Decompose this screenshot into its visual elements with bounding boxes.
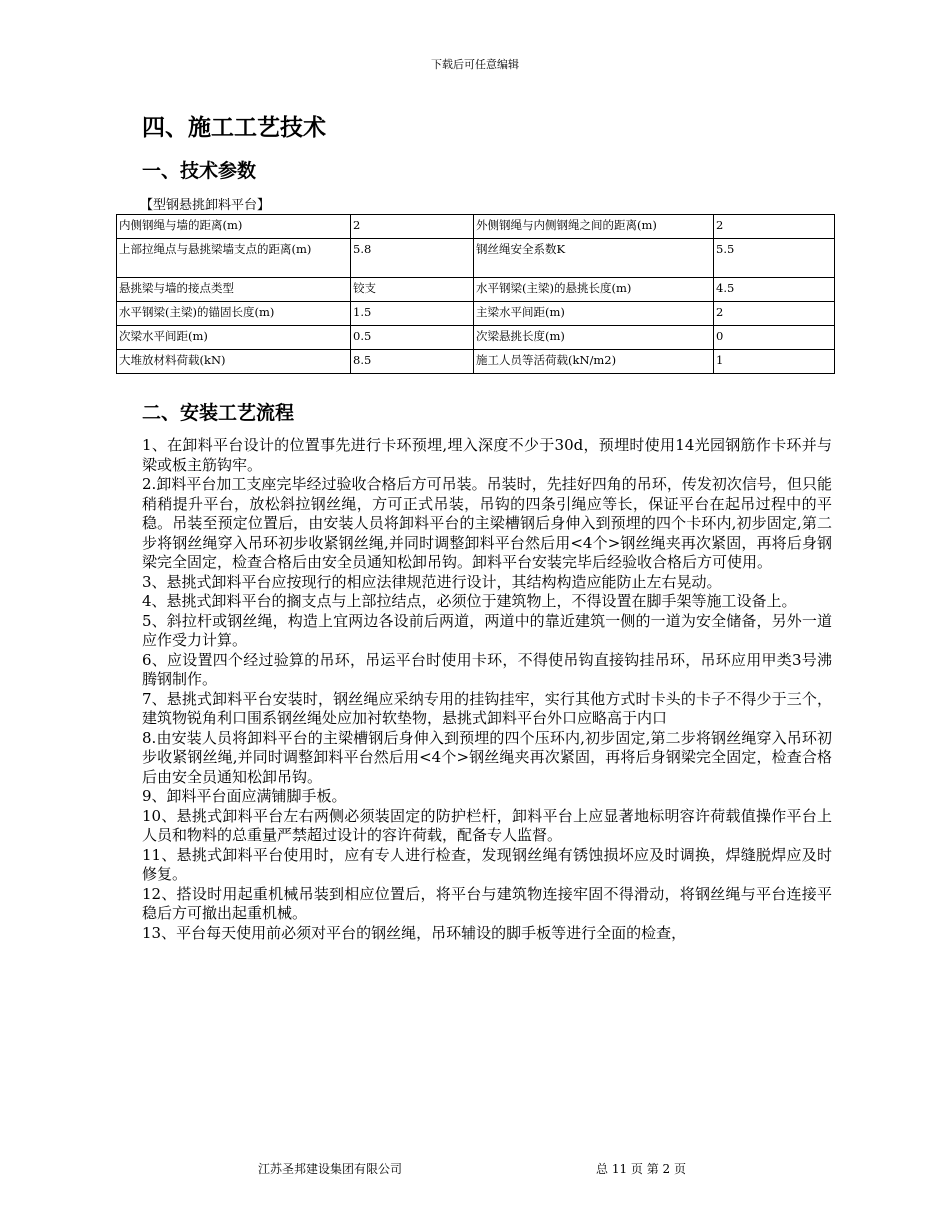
param-value: 0.5 <box>351 326 474 350</box>
param-value: 2 <box>714 215 835 239</box>
param-value: 1 <box>714 350 835 374</box>
param-value: 5.8 <box>351 239 474 278</box>
step-paragraph: 12、搭设时用起重机械吊装到相应位置后，将平台与建筑物连接牢固不得滑动，将钢丝绳与平台连接平稳后方可撤出起重机械。 <box>142 884 832 922</box>
installation-steps <box>142 436 832 943</box>
parameters-table <box>116 214 835 374</box>
param-value: 4.5 <box>714 278 835 302</box>
page-header-note: 下载后可任意编辑 <box>431 58 519 71</box>
param-value: 0 <box>714 326 835 350</box>
table-row <box>117 239 835 278</box>
table-row <box>117 350 835 374</box>
param-value: 1.5 <box>351 302 474 326</box>
param-value: 2 <box>714 302 835 326</box>
step-paragraph: 3、悬挑式卸料平台应按现行的相应法律规范进行设计，其结构构造应能防止左右晃动。 <box>142 572 722 591</box>
param-label: 施工人员等活荷载(kN/m2) <box>474 350 714 374</box>
step-paragraph: 8.由安装人员将卸料平台的主梁槽钢后身伸入到预埋的四个压环内,初步固定,第二步将钢丝绳穿入吊环初步收紧钢丝绳,并同时调整卸料平台然后用<4个>钢丝绳夹再次紧固，再将后身钢梁完全固定，检查合格后由安全员通知松卸吊钩。 <box>142 728 832 786</box>
param-value: 2 <box>351 215 474 239</box>
param-label: 主梁水平间距(m) <box>474 302 714 326</box>
footer-company-name: 江苏圣邦建设集团有限公司 <box>258 1162 403 1176</box>
section-heading-technical-params: 一、技术参数 <box>142 160 257 182</box>
table-row <box>117 302 835 326</box>
step-paragraph: 1、在卸料平台设计的位置事先进行卡环预埋,埋入深度不少于30d，预埋时使用14光园钢筋作卡环并与梁或板主筋钩牢。 <box>142 436 832 474</box>
chapter-title: 四、施工工艺技术 <box>142 115 326 141</box>
step-paragraph: 9、卸料平台面应满铺脚手板。 <box>142 787 347 805</box>
step-paragraph: 5、斜拉杆或钢丝绳，构造上宜两边各设前后两道，两道中的靠近建筑一侧的一道为安全储备，另外一道应作受力计算。 <box>142 611 832 649</box>
param-label: 外侧钢绳与内侧钢绳之间的距离(m) <box>474 215 714 239</box>
param-value: 8.5 <box>351 350 474 374</box>
param-label: 大堆放材料荷载(kN) <box>117 350 351 374</box>
param-label: 钢丝绳安全系数K <box>474 239 714 278</box>
param-label: 悬挑梁与墙的接点类型 <box>117 278 351 302</box>
step-paragraph: 6、应设置四个经过验算的吊环，吊运平台时使用卡环，不得使吊钩直接钩挂吊环，吊环应用甲类3号沸腾钢制作。 <box>142 650 832 688</box>
step-paragraph: 11、悬挑式卸料平台使用时，应有专人进行检查，发现钢丝绳有锈蚀损坏应及时调换，焊缝脱焊应及时修复。 <box>142 845 832 883</box>
step-paragraph: 10、悬挑式卸料平台左右两侧必须装固定的防护栏杆，卸料平台上应显著地标明容许荷载值操作平台上人员和物料的总重量严禁超过设计的容许荷载，配备专人监督。 <box>142 806 832 844</box>
footer-page-number: 总 11 页 第 2 页 <box>596 1162 686 1176</box>
step-paragraph: 4、悬挑式卸料平台的搁支点与上部拉结点，必须位于建筑物上，不得设置在脚手架等施工设备上。 <box>142 592 797 610</box>
param-label: 次梁悬挑长度(m) <box>474 326 714 350</box>
step-paragraph: 2.卸料平台加工支座完毕经过验收合格后方可吊装。吊装时，先挂好四角的吊环，传发初次信号，但只能稍稍提升平台，放松斜拉钢丝绳，方可正式吊装，吊钩的四条引绳应等长，保证平台在起吊过程中的平稳。吊装至预定位置后，由安装人员将卸料平台的主梁槽钢后身伸入到预埋的四个卡环内,初步固定,第二步将钢丝绳穿入吊环初步收紧钢丝绳,并同时调整卸料平台然后用<4个>钢丝绳夹再次紧固，再将后身钢梁完全固定，检查合格后由安全员通知松卸吊钩。卸料平台安装完毕后经验收合格后方可使用。 <box>142 475 832 571</box>
param-value: 5.5 <box>714 239 835 278</box>
table-caption: 【型钢悬挑卸料平台】 <box>140 198 271 213</box>
param-value: 铰支 <box>351 278 474 302</box>
param-label: 内侧钢绳与墙的距离(m) <box>117 215 351 239</box>
table-row <box>117 278 835 302</box>
table-row <box>117 326 835 350</box>
step-paragraph: 7、悬挑式卸料平台安装时，钢丝绳应采纳专用的挂钩挂牢，实行其他方式时卡头的卡子不得少于三个，建筑物锐角利口围系钢丝绳处应加衬软垫物，悬挑式卸料平台外口应略高于内口 <box>142 689 832 727</box>
param-label: 次梁水平间距(m) <box>117 326 351 350</box>
param-label: 水平钢梁(主梁)的悬挑长度(m) <box>474 278 714 302</box>
table-row <box>117 215 835 239</box>
document-body <box>119 110 832 943</box>
param-label: 上部拉绳点与悬挑梁墙支点的距离(m) <box>117 239 351 278</box>
param-label: 水平钢梁(主梁)的锚固长度(m) <box>117 302 351 326</box>
section-heading-installation-process: 二、安装工艺流程 <box>142 402 295 424</box>
step-paragraph: 13、平台每天使用前必须对平台的钢丝绳，吊环辅设的脚手板等进行全面的检查， <box>142 923 687 942</box>
